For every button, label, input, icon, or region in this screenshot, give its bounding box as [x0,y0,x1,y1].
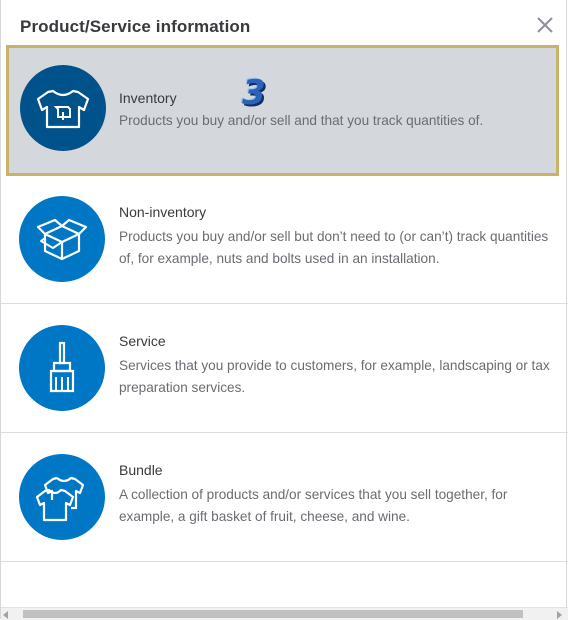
panel-title: Product/Service information [20,17,251,36]
item-type-name: Service [119,333,166,349]
item-type-description: Services that you provide to customers, for example, landscaping or tax preparation services. [119,358,550,395]
item-type-description: Products you buy and/or sell but don’t need to (or can’t) track quantities of, for example, nuts and bolts used in an installation. [119,229,549,266]
item-type-bundle[interactable] [1,433,568,562]
inventory-circle [20,65,106,151]
tshirt-tag-icon [20,65,106,151]
item-type-description: A collection of products and/or services that you sell together, for example, a gift basket of fruit, cheese, and wine. [119,487,508,524]
scroll-left-arrow-icon[interactable] [3,611,8,619]
item-type-name: Bundle [119,462,163,478]
item-type-name: Inventory [119,90,177,106]
item-type-description: Products you buy and/or sell and that you track quantities of. [119,113,484,128]
horizontal-scrollbar[interactable] [1,607,568,620]
scroll-thumb[interactable] [23,610,523,618]
item-type-service[interactable] [1,304,568,433]
step-number-badge: 3 [242,73,266,113]
non-inventory-circle [19,196,105,282]
item-type-non-inventory[interactable] [1,175,568,304]
bundle-circle [19,454,105,540]
service-circle [19,325,105,411]
open-box-icon [19,196,105,282]
item-type-inventory[interactable] [6,45,559,176]
item-type-name: Non-inventory [119,204,207,220]
scroll-right-arrow-icon[interactable] [557,611,562,619]
paintbrush-icon [19,325,105,411]
close-icon[interactable] [534,14,556,36]
two-shirts-icon [19,454,105,540]
panel-header [1,0,568,48]
